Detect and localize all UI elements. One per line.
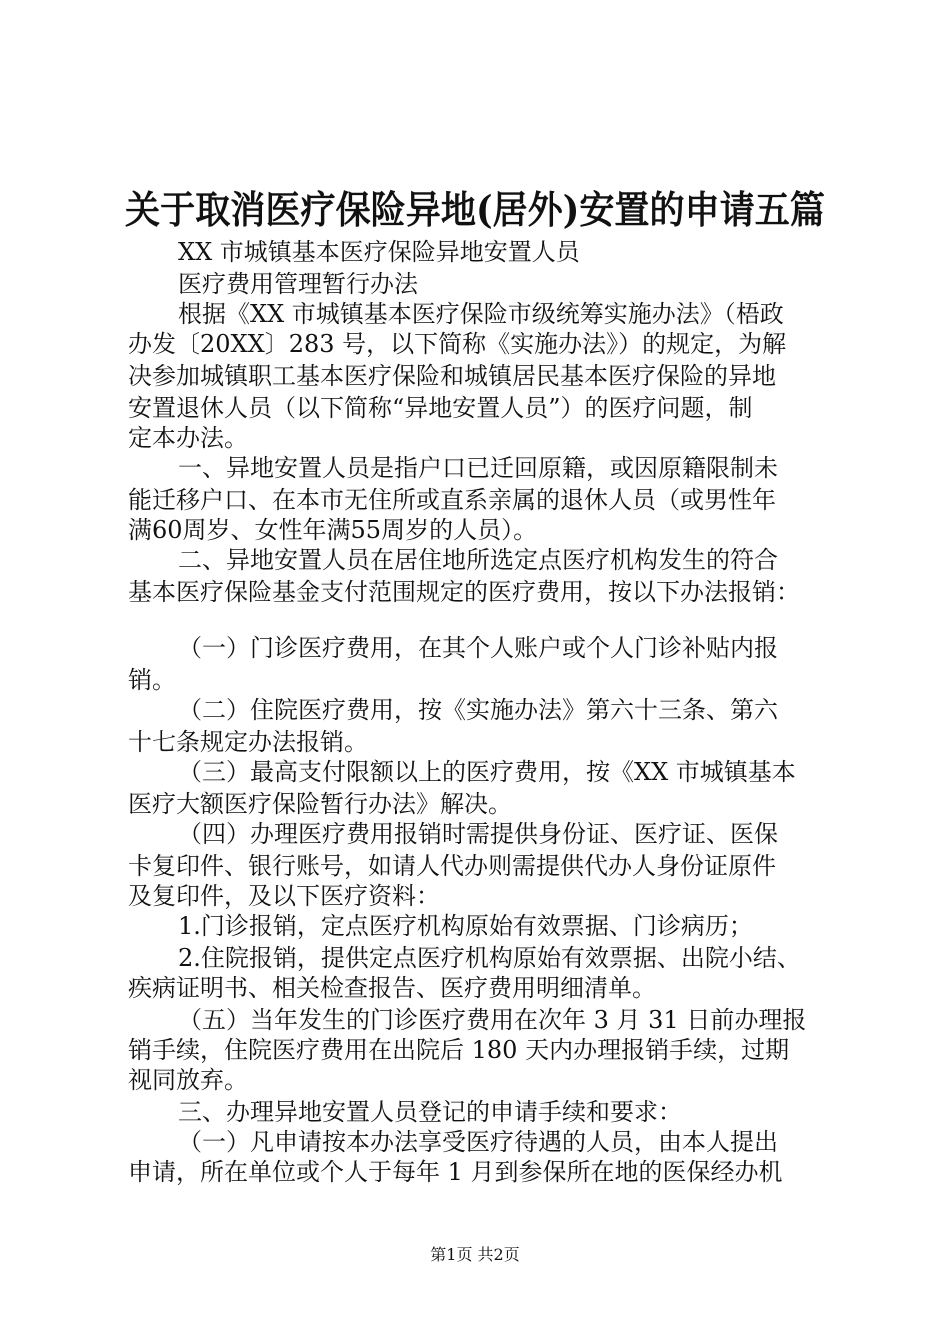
body-line: （三）最高支付限额以上的医疗费用，按《XX 市城镇基本 [178, 758, 796, 786]
body-line: 1.门诊报销，定点医疗机构原始有效票据、门诊病历； [178, 912, 753, 940]
body-line: 销。 [128, 666, 176, 694]
body-line: 能迁移户口、在本市无住所或直系亲属的退休人员（或男性年 [128, 486, 776, 514]
body-line: 医疗费用管理暂行办法 [178, 270, 418, 298]
body-line: （四）办理医疗费用报销时需提供身份证、医疗证、医保 [178, 820, 778, 848]
body-line: 销手续，住院医疗费用在出院后 180 天内办理报销手续，过期 [128, 1036, 790, 1064]
body-line: 安置退休人员（以下简称“异地安置人员”）的医疗问题，制 [128, 394, 753, 422]
body-line: 视同放弃。 [128, 1066, 248, 1094]
body-line: 医疗大额医疗保险暂行办法》解决。 [128, 790, 512, 818]
body-line: 一、异地安置人员是指户口已迁回原籍，或因原籍限制未 [178, 454, 778, 482]
document-title: 关于取消医疗保险异地(居外)安置的申请五篇 [125, 187, 825, 232]
body-line: 十七条规定办法报销。 [128, 728, 368, 756]
page-footer: 第1页 共2页 [430, 1245, 520, 1264]
body-line: （二）住院医疗费用，按《实施办法》第六十三条、第六 [178, 696, 778, 724]
body-line: 基本医疗保险基金支付范围规定的医疗费用，按以下办法报销： [128, 578, 800, 606]
body-line: 满60周岁、女性年满55周岁的人员）。 [128, 516, 538, 544]
body-line: 二、异地安置人员在居住地所选定点医疗机构发生的符合 [178, 546, 778, 574]
body-line: XX 市城镇基本医疗保险异地安置人员 [178, 238, 580, 266]
body-line: 根据《XX 市城镇基本医疗保险市级统筹实施办法》（梧政 [178, 300, 784, 328]
body-line: 三、办理异地安置人员登记的申请手续和要求： [178, 1098, 682, 1126]
body-line: 2.住院报销，提供定点医疗机构原始有效票据、出院小结、 [178, 944, 801, 972]
body-line: （一）凡申请按本办法享受医疗待遇的人员，由本人提出 [178, 1128, 778, 1156]
body-line: 申请，所在单位或个人于每年 1 月到参保所在地的医保经办机 [128, 1158, 783, 1186]
body-line: 办发〔20XX〕283 号，以下简称《实施办法》）的规定，为解 [128, 330, 787, 358]
body-line: （一）门诊医疗费用，在其个人账户或个人门诊补贴内报 [178, 634, 778, 662]
body-line: 定本办法。 [128, 424, 248, 452]
body-line: （五）当年发生的门诊医疗费用在次年 3 月 31 日前办理报 [178, 1006, 807, 1034]
body-line: 及复印件，及以下医疗资料： [128, 882, 440, 910]
body-line: 决参加城镇职工基本医疗保险和城镇居民基本医疗保险的异地 [128, 362, 776, 390]
body-line: 疾病证明书、相关检查报告、医疗费用明细清单。 [128, 974, 656, 1002]
body-line: 卡复印件、银行账号，如请人代办则需提供代办人身份证原件 [128, 852, 776, 880]
